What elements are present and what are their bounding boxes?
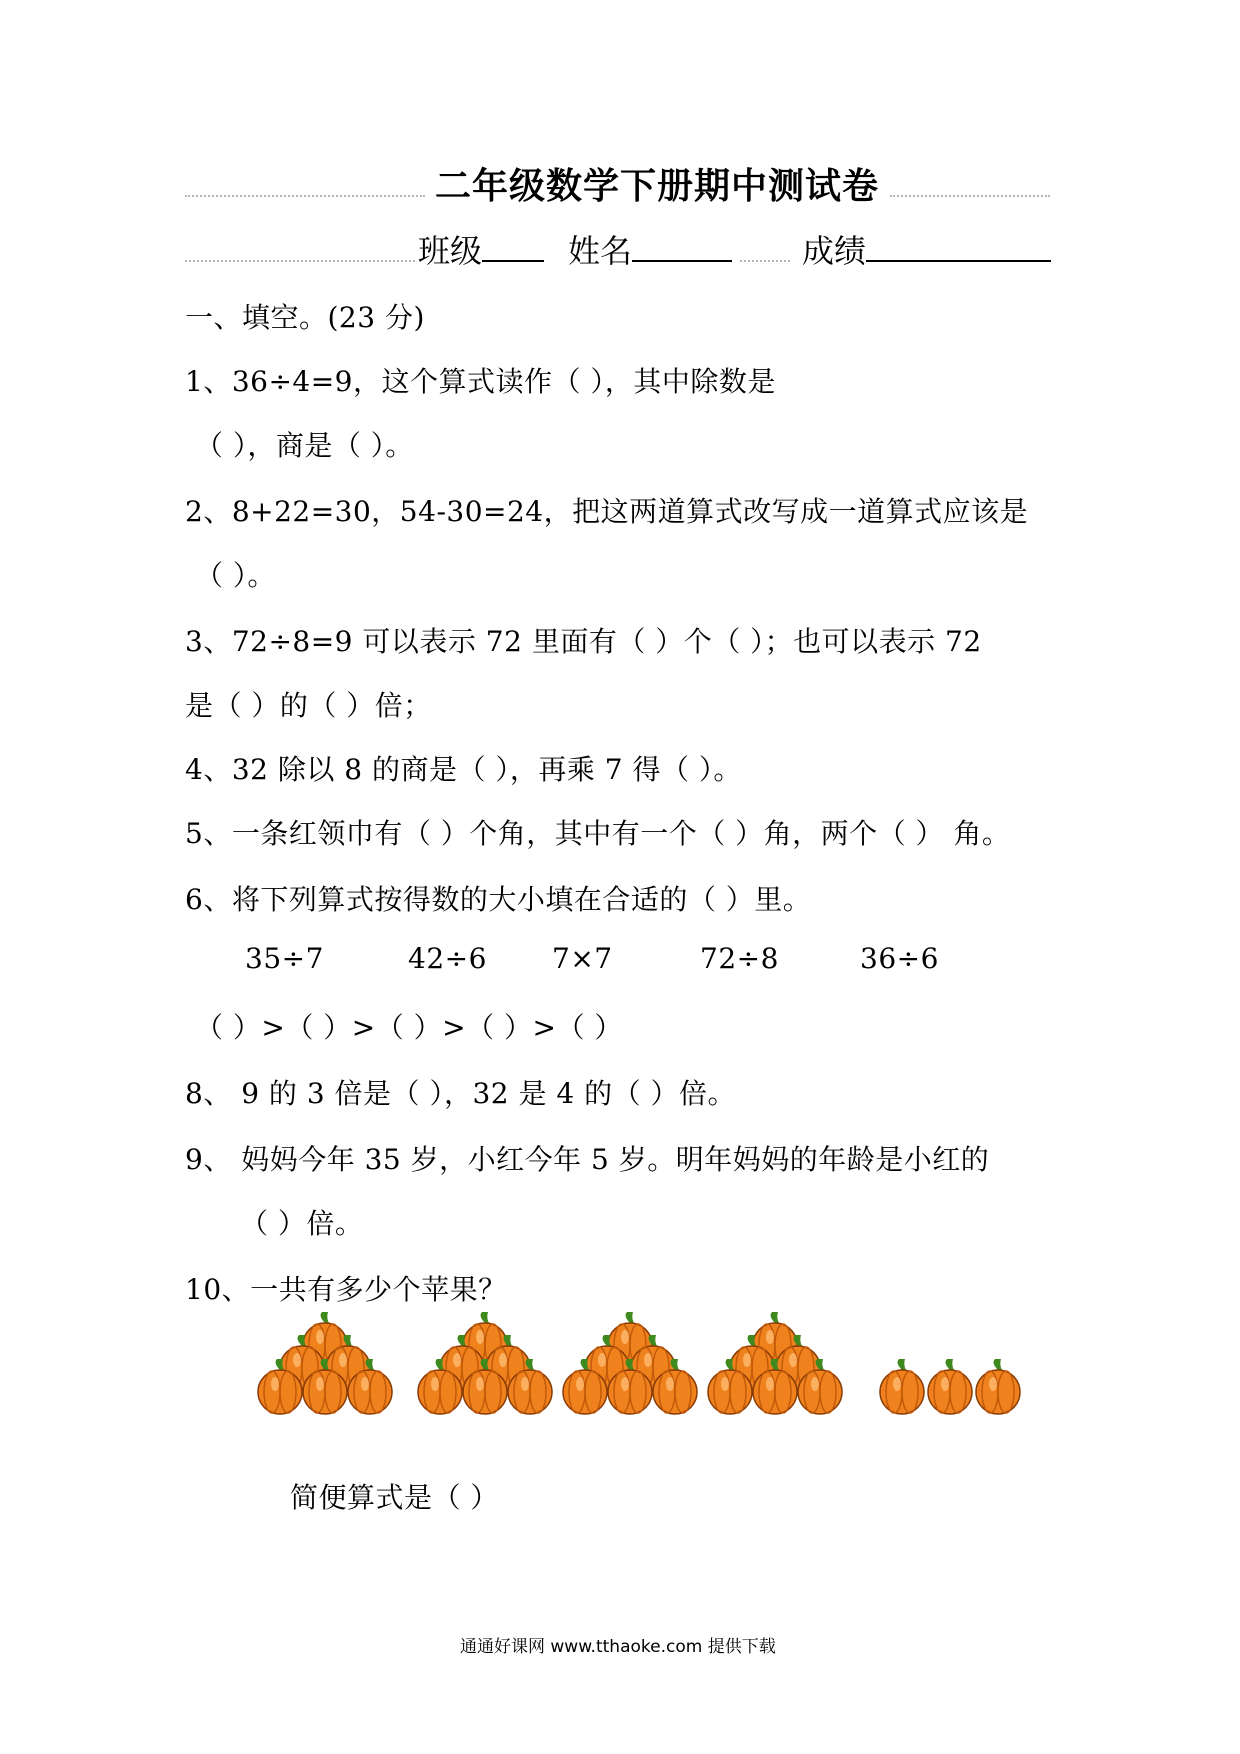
q6-expression-1: 35÷7 — [245, 942, 324, 975]
name-label: 姓名 — [568, 232, 633, 270]
question-1-line1: 1、36÷4=9，这个算式读作（ ），其中除数是 — [185, 365, 776, 398]
score-label: 成绩 — [802, 232, 867, 270]
fruit-group-3 — [563, 1312, 697, 1414]
section-heading: 一、填空。(23 分) — [185, 301, 425, 334]
question-9-line2: （ ）倍。 — [240, 1207, 364, 1240]
name-field — [568, 226, 732, 272]
question-3-line2: 是（ ）的（ ）倍； — [185, 689, 432, 722]
question-10: 10、一共有多少个苹果？ — [185, 1273, 507, 1306]
q6-expression-5: 36÷6 — [860, 942, 939, 975]
score-blank[interactable] — [866, 259, 1051, 262]
name-blank[interactable] — [632, 259, 732, 262]
q6-expression-3: 7×7 — [552, 942, 613, 975]
question-8: 8、 9 的 3 倍是（ ），32 是 4 的（ ）倍。 — [185, 1077, 736, 1110]
title-dotted-left — [185, 195, 425, 197]
header-dotted-mid — [740, 260, 790, 262]
question-10-formula: 简便算式是（ ） — [290, 1481, 499, 1514]
question-1-line2: （ ），商是（ ）。 — [195, 429, 414, 462]
footer-text: 通通好课网 www.tthaoke.com 提供下载 — [460, 1637, 776, 1657]
question-5: 5、一条红领巾有（ ）个角，其中有一个（ ）角，两个（ ） 角。 — [185, 817, 1011, 850]
class-label: 班级 — [418, 232, 483, 270]
fruit-group-1 — [258, 1312, 392, 1414]
q6-answer-blanks: （ ）>（ ）>（ ）>（ ）>（ ） — [195, 1011, 623, 1044]
fruit-illustration — [250, 1310, 1030, 1430]
question-6: 6、将下列算式按得数的大小填在合适的（ ）里。 — [185, 883, 812, 916]
page-title: 二年级数学下册期中测试卷 — [435, 165, 880, 207]
question-3-line1: 3、72÷8=9 可以表示 72 里面有（ ）个（ ）；也可以表示 72 — [185, 625, 982, 658]
question-9-line1: 9、 妈妈今年 35 岁，小红今年 5 岁。明年妈妈的年龄是小红的 — [185, 1143, 990, 1176]
q6-expression-4: 72÷8 — [700, 942, 779, 975]
fruit-group-4 — [708, 1312, 842, 1414]
q6-expression-2: 42÷6 — [408, 942, 487, 975]
class-field — [418, 226, 544, 272]
score-field — [802, 226, 1051, 272]
question-2-line1: 2、8+22=30，54-30=24，把这两道算式改写成一道算式应该是 — [185, 495, 1029, 528]
header-dotted-left — [185, 260, 415, 262]
title-dotted-right — [890, 195, 1050, 197]
class-blank[interactable] — [482, 259, 544, 262]
fruit-group-5 — [880, 1359, 1020, 1414]
question-4: 4、32 除以 8 的商是（ ），再乘 7 得（ ）。 — [185, 753, 742, 786]
question-2-line2: （ ）。 — [195, 559, 276, 592]
fruit-group-2 — [418, 1312, 552, 1414]
